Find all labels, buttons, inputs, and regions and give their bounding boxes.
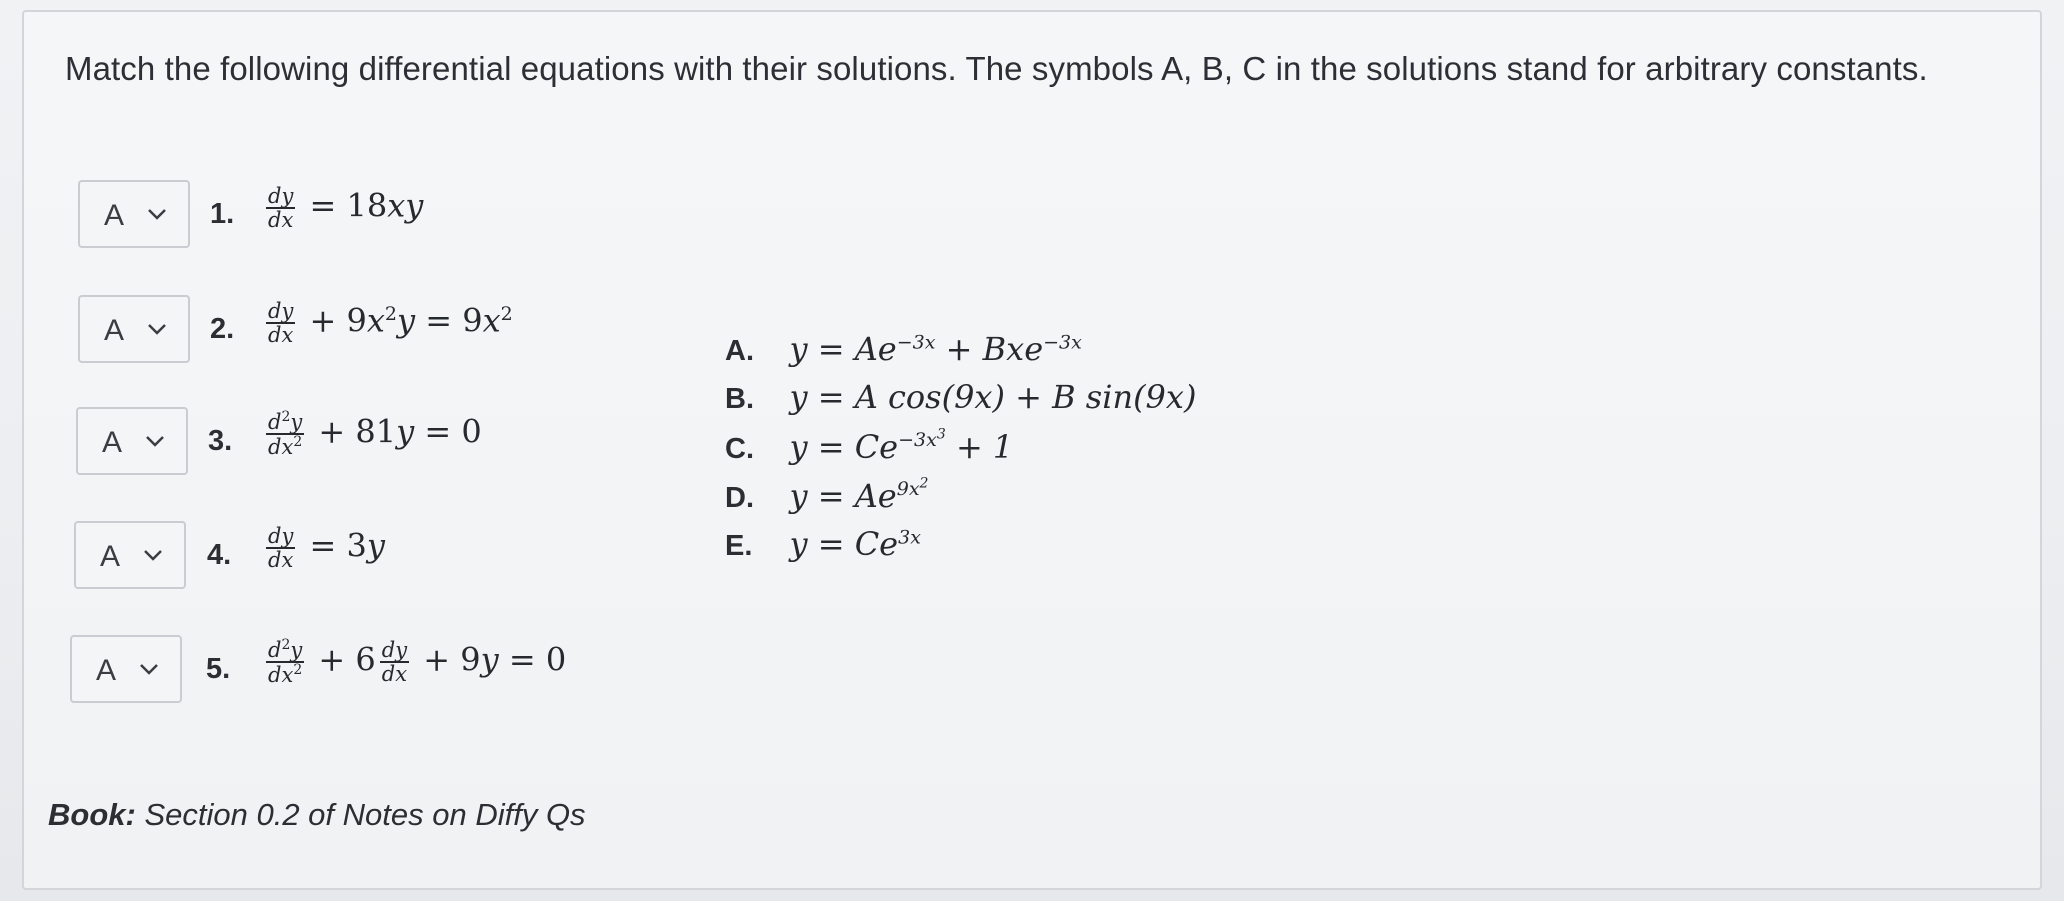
- answer-dropdown-5[interactable]: [70, 635, 182, 703]
- question-prompt: Match the following differential equations with their solutions. The symbols A, B, C in the solutions stand for arbitrary constants.: [65, 50, 1928, 87]
- solution-label: B.: [725, 383, 754, 415]
- dropdown-value: A: [104, 199, 125, 232]
- answer-dropdown-2[interactable]: [78, 295, 190, 363]
- solution-a: A. $y = Ae^{-3x} + Bxe^{-3x}$: [725, 330, 1082, 368]
- dropdown-value: A: [96, 654, 117, 687]
- chevron-down-icon: [146, 206, 168, 222]
- answer-dropdown-4[interactable]: [74, 521, 186, 589]
- book-reference: [48, 797, 586, 833]
- solution-label: D.: [725, 481, 754, 514]
- equation-4: $\frac{dy}{dx}$ = 3y: [268, 524, 385, 573]
- solution-d: D. $y = Ae^{9x^2}$: [725, 476, 929, 515]
- answer-dropdown-3[interactable]: [76, 407, 188, 475]
- equation-5: $\frac{d^2y}{dx^2}$ + 6 $\frac{dy}{dx}$ + 9y = 0: [268, 637, 567, 688]
- book-label: Book:: [48, 797, 136, 832]
- answer-dropdown-1[interactable]: [78, 180, 190, 248]
- solution-e: E. $y = Ce^{3x}$: [725, 525, 921, 563]
- equation-1: $\frac{dy}{dx}$ = 18xy: [268, 184, 424, 233]
- equation-number: 3.: [208, 425, 233, 457]
- equation-2: $\frac{dy}{dx}$ + $9x^2y = 9x^2$: [268, 299, 513, 348]
- equation-number: 4.: [207, 539, 232, 571]
- solution-c: C. $y = Ce^{-3x^3} + 1$: [725, 427, 1014, 466]
- book-text: Section 0.2 of Notes on Diffy Qs: [144, 797, 586, 832]
- chevron-down-icon: [146, 321, 168, 337]
- dropdown-value: A: [100, 540, 121, 573]
- dropdown-value: A: [102, 426, 123, 459]
- dropdown-value: A: [104, 314, 125, 347]
- solution-label: C.: [725, 432, 754, 465]
- equation-number: 1.: [210, 198, 235, 230]
- solution-label: E.: [725, 530, 753, 562]
- chevron-down-icon: [138, 661, 160, 677]
- chevron-down-icon: [144, 433, 166, 449]
- solution-b: B. y = A cos(9x) + B sin(9x): [725, 378, 1197, 416]
- equation-number: 5.: [206, 653, 231, 685]
- equation-3: $\frac{d^2y}{dx^2}$ + 81y = 0: [268, 409, 482, 460]
- solution-label: A.: [725, 335, 754, 367]
- equation-number: 2.: [210, 313, 235, 345]
- chevron-down-icon: [142, 547, 164, 563]
